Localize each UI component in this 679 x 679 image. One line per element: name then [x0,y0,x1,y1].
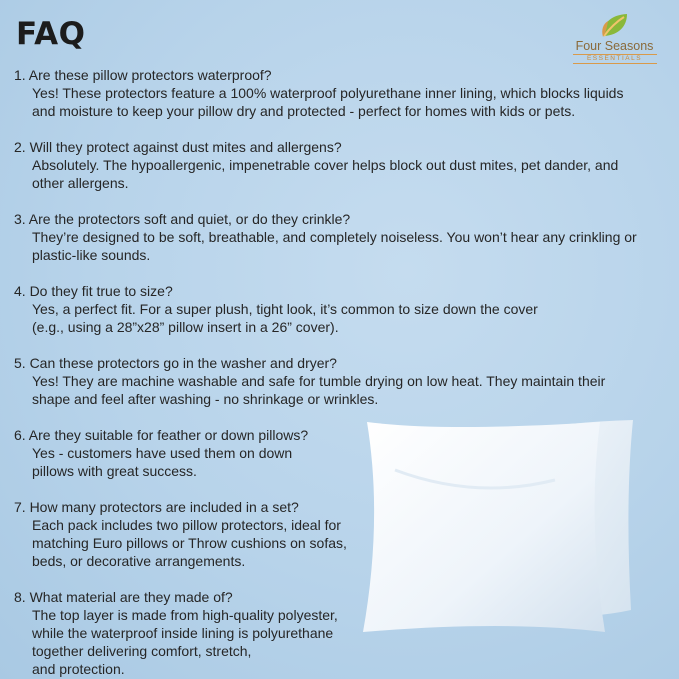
leaf-icon [600,12,630,38]
faq-answer-line: Yes - customers have used them on down [32,445,293,461]
faq-item [14,588,674,678]
faq-item [14,210,674,264]
faq-answer-line: Yes! They are machine washable and safe for tumble drying on low heat. They maintain their [32,373,606,389]
logo-subtitle: ESSENTIALS [573,54,657,64]
faq-answer-line: and moisture to keep your pillow dry and protected - perfect for homes with kids or pets. [32,103,576,119]
faq-question: 2. Will they protect against dust mites and allergens? [14,139,342,155]
faq-item [14,138,674,192]
faq-list [14,66,674,678]
faq-item [14,498,674,570]
faq-answer-line: plastic-like sounds. [32,247,151,263]
faq-question: 8. What material are they made of? [14,589,233,605]
faq-answer-line: other allergens. [32,175,129,191]
faq-answer-line: pillows with great success. [32,463,197,479]
faq-question: 5. Can these protectors go in the washer and dryer? [14,355,337,371]
brand-logo [562,12,667,72]
faq-answer-line: matching Euro pillows or Throw cushions on sofas, [32,535,347,551]
faq-answer-line: They’re designed to be soft, breathable, and completely noiseless. You won’t hear any crinkling or [32,229,637,245]
logo-name: Four Seasons [575,39,654,53]
faq-answer-line: together delivering comfort, stretch, [32,643,252,659]
faq-question: 1. Are these pillow protectors waterproof? [14,67,272,83]
faq-answer-line: The top layer is made from high-quality polyester, [32,607,338,623]
faq-item [14,66,674,120]
faq-answer-line: (e.g., using a 28”x28” pillow insert in a 26” cover). [32,319,339,335]
faq-answer-line: while the waterproof inside lining is polyurethane [32,625,334,641]
faq-question: 4. Do they fit true to size? [14,283,173,299]
faq-question: 7. How many protectors are included in a set? [14,499,299,515]
faq-answer-line: Yes, a perfect fit. For a super plush, tight look, it’s common to size down the cover [32,301,538,317]
faq-answer-line: shape and feel after washing - no shrinkage or wrinkles. [32,391,379,407]
faq-answer-line: Yes! These protectors feature a 100% waterproof polyurethane inner lining, which blocks liquids [32,85,624,101]
page-title: FAQ [16,16,86,52]
faq-answer-line: and protection. [32,661,125,677]
faq-item [14,282,674,336]
faq-item [14,426,674,480]
faq-answer-line: Absolutely. The hypoallergenic, impenetrable cover helps block out dust mites, pet dander, and [32,157,619,173]
faq-question: 3. Are the protectors soft and quiet, or do they crinkle? [14,211,351,227]
faq-answer-line: Each pack includes two pillow protectors, ideal for [32,517,341,533]
faq-question: 6. Are they suitable for feather or down pillows? [14,427,309,443]
faq-answer-line: beds, or decorative arrangements. [32,553,246,569]
faq-item [14,354,674,408]
